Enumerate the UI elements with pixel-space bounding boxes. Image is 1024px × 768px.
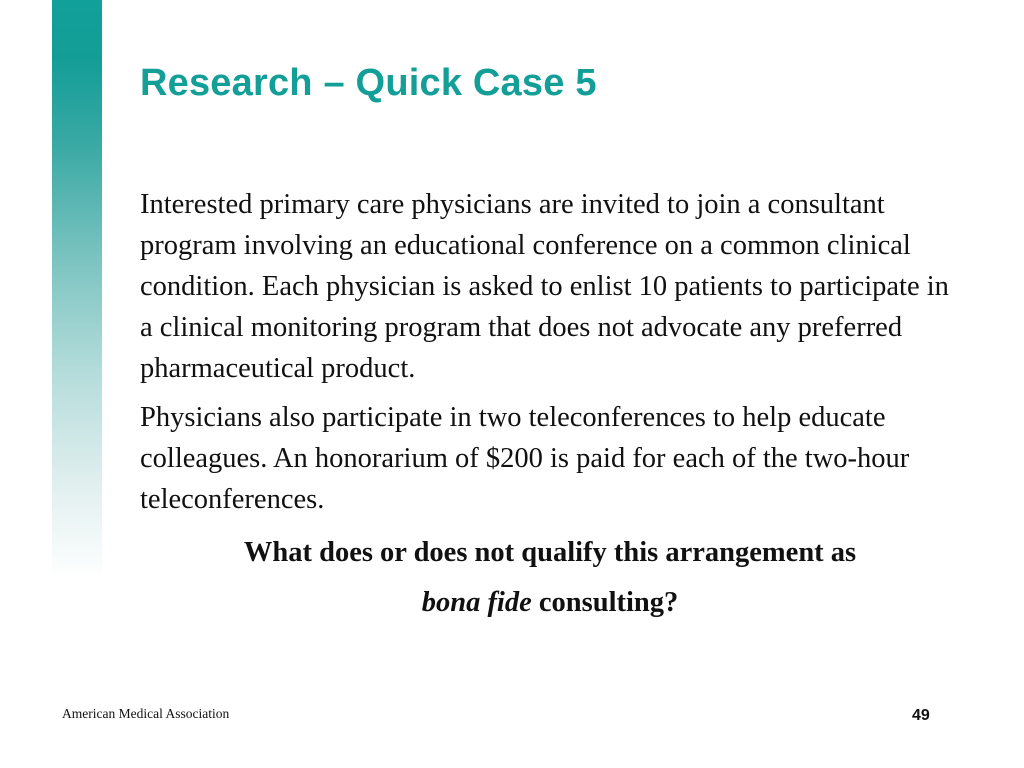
paragraph-1: Interested primary care physicians are invited to join a consultant program involving an educational conference on a common clinical condition. Each physician is asked to enlist 10 patients to participate in a clinical monitoring program that does not advocate any preferred pharmaceutical product.	[140, 189, 949, 384]
discussion-question	[140, 528, 960, 628]
footer-organization: American Medical Association	[62, 706, 230, 721]
paragraph-2: Physicians also participate in two teleconferences to help educate colleagues. An honorarium of $200 is paid for each of the two-hour teleconferences.	[140, 402, 910, 515]
slide-body	[140, 184, 960, 628]
accent-bar	[52, 0, 102, 580]
question-line-1: What does or does not qualify this arrangement as	[243, 537, 857, 568]
question-line-2	[140, 578, 960, 628]
question-line-2-rest: consulting?	[531, 587, 679, 618]
slide-title: Research – Quick Case 5	[140, 62, 597, 104]
question-italic-term: bona fide	[421, 587, 532, 618]
page-number: 49	[912, 707, 930, 724]
